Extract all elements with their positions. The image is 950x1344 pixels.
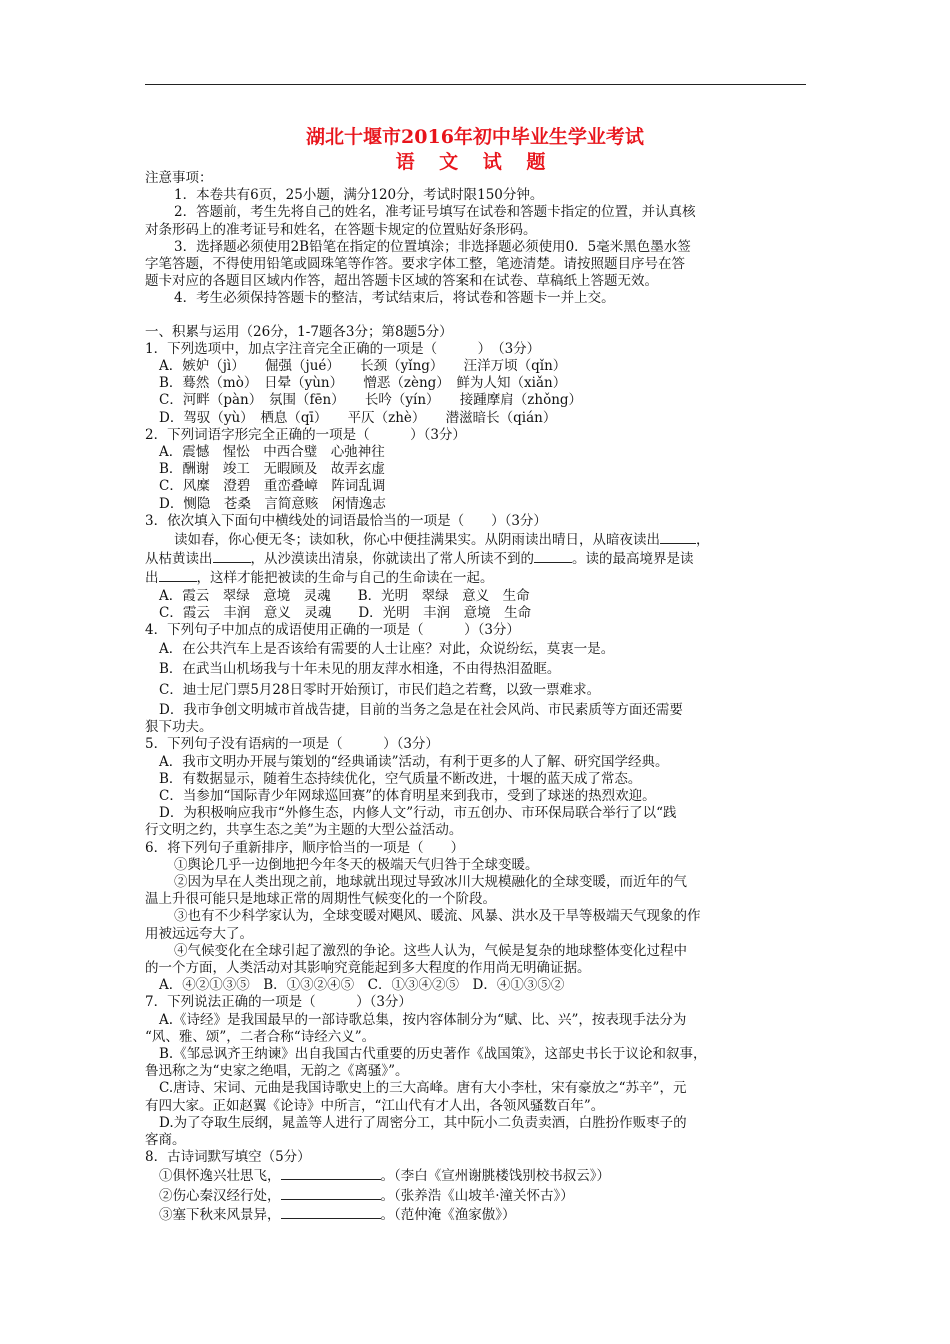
q6-sentence: ④气候变化在全球引起了激烈的争论。这些人认为，气候是复杂的地球整体变化过程中 (174, 942, 687, 959)
q6-stem: 6．将下列句子重新排序，顺序恰当的一项是（ ） (145, 839, 465, 856)
q6-sentence: ②因为早在人类出现之前，地球就出现过导致冰川大规模融化的全球变暖，而近年的气 (174, 873, 687, 890)
fill-blank (660, 530, 696, 544)
q1-option-a: A．嫉妒（jì） 倔强（jué） 长颈（yǐng） 汪洋万顷（qǐn） (159, 358, 567, 375)
q7-stem: 7．下列说法正确的一项是（ ）（3分） (145, 994, 412, 1011)
fill-blank (159, 568, 197, 582)
exam-subtitle: 语 文 试 题 (395, 151, 555, 173)
q4-option-d: D．我市争创文明城市首战告捷，目前的当务之急是在社会风尚、市民素质等方面还需要 (159, 701, 683, 718)
q7-option-a: A.《诗经》是我国最早的一部诗歌总集，按内容体制分为“赋、比、兴”，按表现手法分为 (159, 1011, 687, 1028)
note-line: 2．答题前，考生先将自己的姓名，准考证号填写在试卷和答题卡指定的位置，并认真核 (174, 204, 696, 221)
notes-heading: 注意事项： (145, 170, 213, 186)
q5-option-c: C．当参加“国际青少年网球巡回赛”的体育明星来到我市，受到了球迷的热烈欢迎。 (159, 787, 656, 804)
q5-stem: 5．下列句子没有语病的一项是（ ）（3分） (145, 736, 439, 753)
q1-stem: 1．下列选项中，加点字注音完全正确的一项是（ ） （3分） (145, 340, 541, 357)
q2-stem: 2．下列词语字形完全正确的一项是（ ）（3分） (145, 426, 466, 443)
note-line: 4．考生必须保持答题卡的整洁，考试结束后，将试卷和答题卡一并上交。 (174, 290, 615, 307)
q6-sentence-cont: 的一个方面，人类活动对其影响究竟能起到多大程度的作用尚无明确证据。 (145, 959, 591, 976)
note-line: 3．选择题必须使用2B铅笔在指定的位置填涂；非选择题必须使用0．5毫米黑色墨水签 (174, 238, 691, 255)
q1-option-b: B．蓦然（mò） 日晕（yùn） 憎恶（zèng） 鲜为人知（xiǎn） (159, 375, 567, 392)
q7-option-b-cont: 鲁迅称之为“史家之绝唱，无韵之《离骚》”。 (145, 1063, 409, 1080)
q4-option-b: B．在武当山机场我与十年未见的朋友萍水相逢，不由得热泪盈眶。 (159, 661, 561, 678)
fill-blank (281, 1166, 381, 1180)
q1-option-d: D．驾驭（yù） 栖息（qī） 平仄（zhè） 潜滋暗长（qián） (159, 409, 557, 426)
q7-option-b: B.《邹忌讽齐王纳谏》出自我国古代重要的历史著作《战国策》，这部史书长于议论和叙事， (159, 1045, 707, 1062)
note-line: 题卡对应的各题目区域内作答，超出答题卡区域的答案和在试卷、草稿纸上答题无效。 (145, 273, 658, 290)
q5-option-b: B．有数据显示，随着生态持续优化，空气质量不断改进，十堰的蓝天成了常态。 (159, 770, 642, 787)
q8-item: ③塞下秋来风景异， 。（范仲淹《渔家傲》） (159, 1206, 516, 1223)
fill-blank (213, 549, 251, 563)
q7-option-d: D.为了夺取生辰纲，晁盖等人进行了周密分工，其中阮小二负责卖酒，白胜扮作贩枣子的 (159, 1114, 687, 1131)
fill-blank (534, 549, 572, 563)
q4-stem: 4．下列句子中加点的成语使用正确的一项是（ ）（3分） (145, 622, 520, 639)
q4-option-a: A．在公共汽车上是否该给有需要的人士让座？对此，众说纷纭，莫衷一是。 (159, 641, 615, 658)
q5-option-a: A．我市文明办开展与策划的“经典诵读”活动，有利于更多的人了解、研究国学经典。 (159, 753, 669, 770)
q3-passage-line: 出 ，这样才能把被读的生命与自己的生命读在一起。 (145, 570, 494, 587)
q8-item: ①俱怀逸兴壮思飞， 。（李白《宣州谢朓楼饯别校书叔云》） (159, 1168, 610, 1185)
q6-sentence: ①舆论几乎一边倒地把今年冬天的极端天气归咎于全球变暖。 (174, 856, 539, 873)
q7-option-c: C.唐诗、宋词、元曲是我国诗歌史上的三大高峰。唐有大小李杜，宋有豪放之“苏辛”，元 (159, 1080, 687, 1097)
q1-option-c: C．河畔（pàn） 氛围（fēn） 长吟（yín） 接踵摩肩（zhǒng） (159, 392, 583, 409)
q2-option-b: B．酬谢 竣工 无暇顾及 故弄玄虚 (159, 461, 385, 478)
q6-sentence-cont: 用被远远夸大了。 (145, 925, 253, 942)
fill-blank (281, 1205, 381, 1219)
q7-option-c-cont: 有四大家。正如赵翼《论诗》中所言，“江山代有才人出，各领风骚数百年”。 (145, 1097, 605, 1114)
q3-options-ab: A．霞云 翠绿 意境 灵魂 B．光明 翠绿 意义 生命 (159, 587, 530, 604)
q7-option-a-cont: “风、雅、颂”，二者合称“诗经六义”。 (145, 1028, 376, 1045)
q4-option-d-cont: 狠下功夫。 (145, 719, 213, 736)
header-rule (145, 84, 806, 85)
q6-sentence: ③也有不少科学家认为，全球变暖对飓风、暖流、风暴、洪水及干旱等极端天气现象的作 (174, 908, 701, 925)
note-line: 对条形码上的准考证号和姓名，在答题卡规定的位置贴好条形码。 (145, 221, 537, 238)
q2-option-a: A．震憾 惺忪 中西合璧 心弛神往 (159, 444, 385, 461)
q3-passage-line: 读如春，你心便无冬；读如秋，你心中便挂满果实。从阴雨读出晴日，从暗夜读出 ， (174, 532, 710, 549)
q2-option-d: D．恻隐 苍桑 言简意赅 闲情逸志 (159, 495, 386, 512)
q6-options: A．④②①③⑤ B．①③②④⑤ C．①③④②⑤ D．④①③⑤② (159, 977, 565, 994)
q5-option-d: D．为积极响应我市“外修生态，内修人文”行动，市五创办、市环保局联合举行了以“践 (159, 805, 677, 822)
q7-option-d-cont: 客商。 (145, 1131, 186, 1148)
q3-passage-line: 从枯黄读出 ，从沙漠读出清泉，你就读出了常人所读不到的 。读的最高境界是读 (145, 551, 694, 568)
q8-item: ②伤心秦汉经行处， 。（张养浩《山坡羊·潼关怀古》） (159, 1187, 574, 1204)
q5-option-d-cont: 行文明之约，共享生态之美”为主题的大型公益活动。 (145, 822, 463, 839)
q4-option-c: C．迪士尼门票5月28日零时开始预订，市民们趋之若鹜，以致一票难求。 (159, 681, 601, 698)
section-heading: 一、积累与运用（26分，1-7题各3分；第8题5分） (145, 323, 453, 340)
q3-stem: 3．依次填入下面句中横线处的词语最恰当的一项是（ ）（3分） (145, 512, 547, 529)
note-line: 1．本卷共有6页，25小题，满分120分，考试时限150分钟。 (174, 187, 544, 204)
fill-blank (281, 1186, 381, 1200)
q2-option-c: C．风糜 澄碧 重峦叠嶂 阵词乱调 (159, 478, 386, 495)
q6-sentence-cont: 温上升很可能只是地球正常的周期性气候变化的一个阶段。 (145, 891, 496, 908)
q8-stem: 8．古诗词默写填空（5分） (145, 1149, 311, 1166)
exam-body (145, 170, 809, 1224)
q3-options-cd: C．霞云 丰润 意义 灵魂 D．光明 丰润 意境 生命 (159, 604, 532, 621)
note-line: 字笔答题，不得使用铅笔或圆珠笔等作答。要求字体工整，笔迹清楚。请按照题目序号在答 (145, 256, 685, 273)
exam-title: 湖北十堰市2016年初中毕业生学业考试 (306, 126, 644, 148)
